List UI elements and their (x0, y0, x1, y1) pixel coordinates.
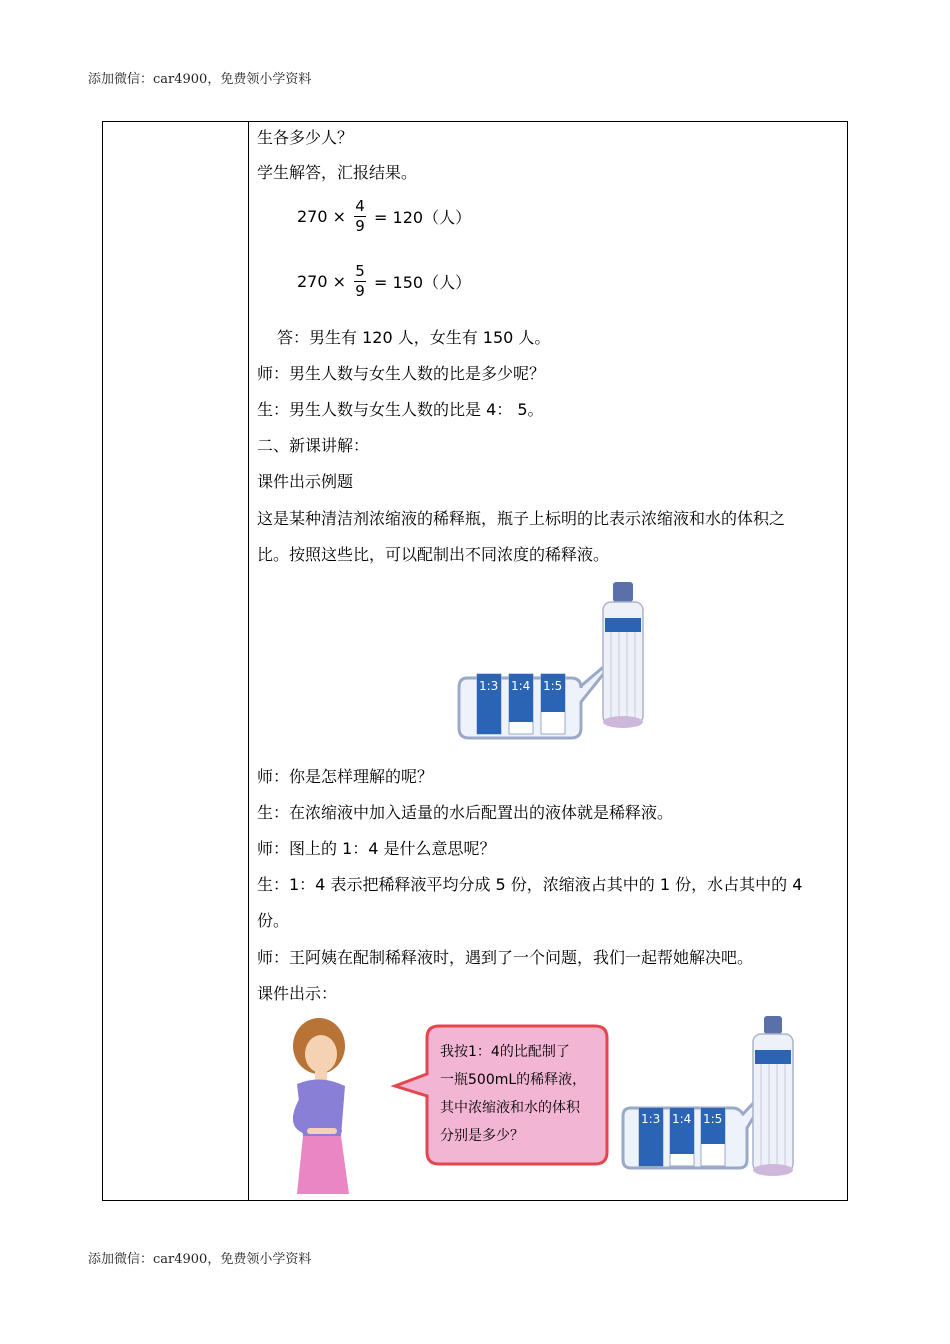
ratio-label: 1:4 (672, 1112, 692, 1126)
answer-line: 答：男生有 120 人，女生有 150 人。 (277, 328, 551, 347)
text-line: 生各多少人？ (257, 128, 354, 147)
header-watermark: 添加微信：car4900，免费领小学资料 (88, 72, 312, 87)
text-line: 师：王阿姨在配制稀释液时，遇到了一个问题，我们一起帮她解决吧。 (257, 948, 754, 967)
ratio-label: 1:5 (543, 679, 563, 693)
teacher-question-figure (277, 1016, 847, 1196)
text-line: 生：1：4 表示把稀释液平均分成 5 份，浓缩液占其中的 1 份，水占其中的 4 (257, 875, 803, 894)
ratio-label: 1:3 (479, 679, 499, 693)
column-divider (248, 122, 249, 1200)
text-line: 生：男生人数与女生人数的比是 4： 5。 (257, 400, 544, 419)
text-line: 这是某种清洁剂浓缩液的稀释瓶，瓶子上标明的比表示浓缩液和水的体积之 (257, 509, 786, 528)
ratio-label: 1:5 (703, 1112, 723, 1126)
equation-1: 270 × $\frac{4}{9}$ = 120（人） (297, 197, 472, 235)
text-line: 课件出示例题 (257, 472, 354, 491)
text-line: 份。 (257, 911, 290, 930)
section-heading: 二、新课讲解： (257, 436, 370, 455)
text-line: 比。按照这些比，可以配制出不同浓度的稀释液。 (257, 545, 610, 564)
speech-line: 分别是多少？ (440, 1128, 524, 1144)
woman-illustration (293, 1018, 349, 1194)
fraction: $\frac{5}{9}$ (355, 262, 365, 300)
footer-watermark: 添加微信：car4900，免费领小学资料 (88, 1252, 312, 1267)
speech-line: 其中浓缩液和水的体积 (440, 1100, 580, 1116)
text-line: 师：图上的 1：4 是什么意思呢？ (257, 839, 496, 858)
text-line: 师：男生人数与女生人数的比是多少呢？ (257, 364, 546, 383)
content-cell (257, 122, 839, 1200)
fraction: $\frac{4}{9}$ (355, 197, 365, 235)
speech-line: 我按1：4的比配制了 (440, 1044, 570, 1060)
speech-line: 一瓶500mL的稀释液， (440, 1072, 587, 1088)
text-line: 课件出示： (257, 984, 338, 1003)
ratio-label: 1:3 (641, 1112, 661, 1126)
text-line: 师：你是怎样理解的呢？ (257, 767, 434, 786)
equation-2: 270 × $\frac{5}{9}$ = 150（人） (297, 262, 472, 300)
lesson-table (102, 121, 848, 1201)
text-line: 学生解答，汇报结果。 (257, 163, 418, 182)
ratio-label: 1:4 (511, 679, 531, 693)
dilution-bottle-figure (453, 582, 653, 740)
text-line: 生：在浓缩液中加入适量的水后配置出的液体就是稀释液。 (257, 803, 674, 822)
